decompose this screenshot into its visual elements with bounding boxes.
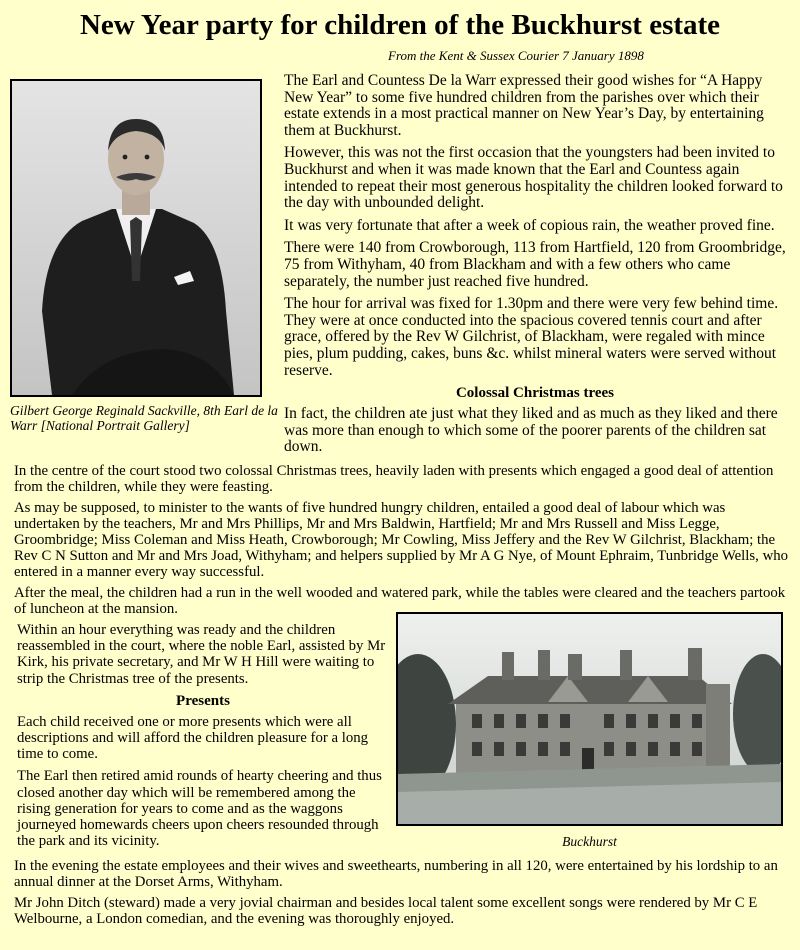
paragraph: In the centre of the court stood two colossal Christmas trees, heavily laden with presents which engaged a good deal of attention from the children, while they were feasting. xyxy=(14,463,774,495)
paragraph: Mr John Ditch (steward) made a very jovial chairman and besides local talent some excellent songs were rendered by Mr C E Welbourne, a London comedian, and the evening was thoroughly enjoyed. xyxy=(14,895,758,927)
source-citation: From the Kent & Sussex Courier 7 January 1898 xyxy=(388,48,644,63)
section-heading-presents: Presents xyxy=(176,692,230,709)
article-title: New Year party for children of the Buckhurst estate xyxy=(79,9,721,41)
paragraph: The hour for arrival was fixed for 1.30pm and there were very few behind time. They were at once conducted into the spacious covered tennis court and after grace, offered by the Rev W Gilchrist, of Blackham, were regaled with mince pies, plum pudding, cakes, buns &c. whilst mineral waters were served without reserve. xyxy=(284,295,779,379)
portrait-caption: Gilbert George Reginald Sackville, 8th Earl de la Warr [National Portrait Gallery] xyxy=(10,403,278,433)
right-text-column xyxy=(284,73,786,462)
paragraph: Within an hour everything was ready and the children reassembled in the court, where the noble Earl, assisted by Mr Kirk, his private secretary, and Mr W H Hill were waiting to strip the Christmas tree of the presents. xyxy=(17,622,386,687)
house-caption: Buckhurst xyxy=(562,834,617,849)
full-width-text-1 xyxy=(14,463,790,622)
section-heading-christmas-trees: Colossal Christmas trees xyxy=(455,385,615,402)
paragraph: In the evening the estate employees and their wives and sweethearts, numbering in all 120, were entertained by his lordship to an annual dinner at the Dorset Arms, Withyham. xyxy=(14,858,778,890)
paragraph: It was very fortunate that after a week of copious rain, the weather proved fine. xyxy=(284,216,775,234)
paragraph: In fact, the children ate just what they liked and as much as they liked and there was more than enough to which some of the poorer parents of the children sat down. xyxy=(284,405,778,456)
paragraph: Each child received one or more presents which were all descriptions and will afford the children pleasure for a long time to come. xyxy=(17,713,369,763)
paragraph: However, this was not the first occasion that the youngsters had been invited to Buckhurst and when it was made known that the Earl and Countess again intended to repeat their most generous hospitality the children looked forward to the day with unbounded delight. xyxy=(284,144,783,212)
portrait-illustration xyxy=(12,81,260,395)
full-width-text-2 xyxy=(14,858,790,932)
paragraph: There were 140 from Crowborough, 113 from Hartfield, 120 from Groombridge, 75 from Withyham, 40 from Blackham and with a few others who came separately, the number just reached five hundred. xyxy=(284,239,786,290)
buckhurst-photo xyxy=(396,612,783,826)
paragraph: As may be supposed, to minister to the wants of five hundred hungry children, entailed a good deal of labour which was undertaken by the teachers, Mr and Mrs Phillips, Mr and Mrs Baldwin, Hartfield; Mr and Mrs Russell and Miss Legge, Groombridge; Miss Coleman and Miss Heath, Crowborough; Mr Cowling, Miss Jeffery and the Rev W Gilchrist, Blackham; the Rev C N Sutton and Mr and Mrs Joad, Withyham; and helpers supplied by Mr A G Nye, of Mount Ephraim, Tunbridge Wells, who entered in a manner every way successful. xyxy=(14,500,789,580)
left-text-column xyxy=(17,622,389,855)
paragraph: The Earl then retired amid rounds of hearty cheering and thus closed another day which will be remembered among the rising generation for years to come and as the waggons journeyed homewards cheers upon cheers resounded through the park and its vicinity. xyxy=(17,768,382,850)
house-illustration xyxy=(398,614,781,824)
paragraph: The Earl and Countess De la Warr expressed their good wishes for “A Happy New Year” to some five hundred children from the parishes over which their estate extends in a most practical manner on New Year’s Day, by entertaining them at Buckhurst. xyxy=(284,72,764,139)
portrait-photo xyxy=(10,79,262,397)
paragraph: After the meal, the children had a run in the well wooded and watered park, while the tables were cleared and the teachers partook of luncheon at the mansion. xyxy=(14,585,786,617)
